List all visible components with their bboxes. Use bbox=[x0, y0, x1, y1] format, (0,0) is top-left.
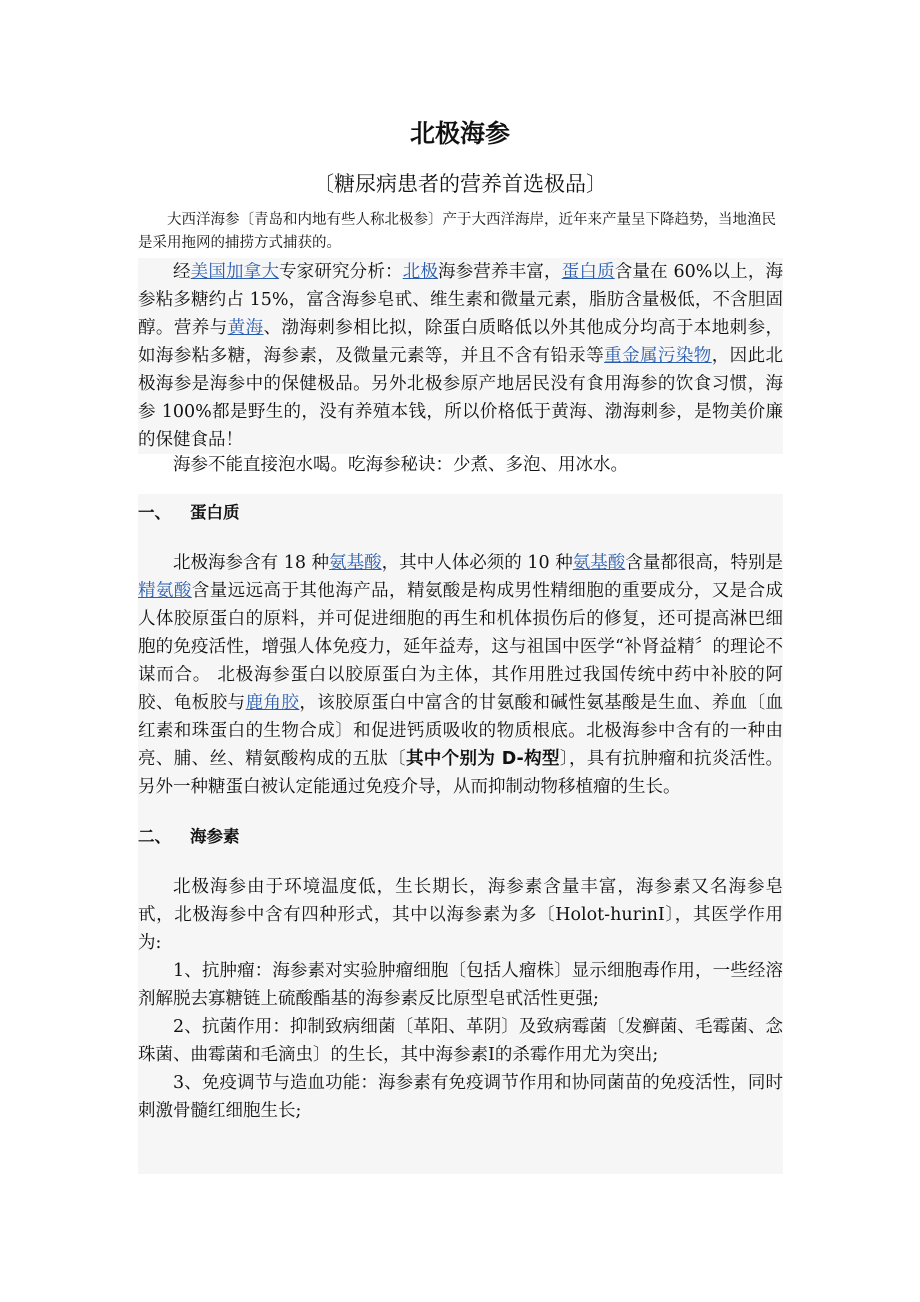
section1-text: ，该胶原蛋白中富含的甘氨酸和碱性氨基酸是生血、养血〔血红素和珠蛋白的生物合成〕和促进钙质吸收的物质根底。北极海参中含有的一种由亮、脯、丝、精氨酸构成的五肽〔 bbox=[138, 693, 784, 769]
link-deer-horn-glue[interactable]: 鹿角胶 bbox=[245, 693, 300, 713]
analysis-text: 经 bbox=[173, 262, 191, 282]
analysis-text: ，因此北极海参是海参中的保健极品。另外北极参原产地居民没有食用海参的饮食习惯，海参 100%都是野生的，没有养殖本钱，所以价格低于黄海、渤海刺参，是物美价廉的保健食品！ bbox=[138, 346, 784, 450]
link-amino-acid[interactable]: 氨基酸 bbox=[329, 553, 382, 573]
link-yellow-sea[interactable]: 黄海 bbox=[227, 318, 264, 338]
analysis-block bbox=[138, 258, 783, 454]
section1-title: 蛋白质 bbox=[190, 503, 240, 522]
section1-heading bbox=[138, 499, 783, 527]
section1-text: 含量远远高于其他海产品，精氨酸是构成男性精细胞的重要成分，又是合成人体胶原蛋白的原料，并可促进细胞的再生和机体损伤后的修复，还可提高淋巴细胞的免疫活性，增强人体免疫力，延年益寿，这与祖国中医学“补肾益精〞的理论不谋而合。 北极海参蛋白以胶原蛋白为主体，其作用胜过我国传统中药中补胶的阿胶、龟板胶与 bbox=[138, 581, 784, 713]
section1-paragraph bbox=[138, 549, 783, 801]
link-usa-canada[interactable]: 美国加拿大 bbox=[190, 262, 280, 282]
section2-item: 1、抗肿瘤：海参素对实验肿瘤细胞〔包括人瘤株〕显示细胞毒作用，一些经溶剂解脱去寡糖链上硫酸酯基的海参素反比原型皂甙活性更强; bbox=[138, 961, 783, 1009]
doc-subtitle: 〔糖尿病患者的营养首选极品〕 bbox=[313, 172, 607, 196]
section1-text: 北极海参含有 18 种 bbox=[173, 553, 330, 573]
intro-paragraph: 大西洋海参〔青岛和内地有些人称北极参〕产于大西洋海岸，近年来产量呈下降趋势，当地渔民是采用拖网的捕捞方式捕获的。 bbox=[138, 212, 776, 251]
link-arginine[interactable]: 精氨酸 bbox=[138, 581, 192, 601]
section1-text: 〕，具有抗肿瘤和抗炎活性。另外一种糖蛋白被认定能通过免疫介导，从而抑制动物移植瘤的生长。 bbox=[138, 749, 783, 797]
section1-text: ，其中人体必须的 10 种 bbox=[381, 553, 573, 573]
analysis-paragraph bbox=[138, 258, 783, 454]
link-heavy-metal-pollutants[interactable]: 重金属污染物 bbox=[604, 346, 712, 366]
section1-text: 含量都很高，特别是 bbox=[625, 553, 783, 573]
section2-number: 二、 bbox=[138, 827, 171, 846]
analysis-text: 、渤海刺参相比拟，除蛋白质略低以外其他成分均高于本地刺参，如海参粘多糖，海参素，及微量元素等，并且不含有铅汞等 bbox=[138, 318, 784, 366]
section2-intro: 北极海参由于环境温度低，生长期长，海参素含量丰富，海参素又名海参皂甙，北极海参中含有四种形式，其中以海参素为多〔Holot-hurinI〕，其医学作用为: bbox=[138, 877, 783, 953]
link-arctic[interactable]: 北极 bbox=[402, 262, 439, 282]
section2-item: 2、抗菌作用：抑制致病细菌〔革阳、革阴〕及致病霉菌〔发癣菌、毛霉菌、念珠菌、曲霉菌和毛滴虫〕的生长，其中海参素Ⅰ的杀霉作用尤为突出; bbox=[138, 1017, 783, 1065]
section1-number: 一、 bbox=[138, 503, 171, 522]
analysis-text: 含量在 60%以上，海参粘多糖约占 15%，富含海参皂甙、维生素和微量元素，脂肪含量极低，不含胆固醇。营养与 bbox=[138, 262, 784, 338]
intro-block bbox=[138, 209, 783, 255]
analysis-text: 海参营养丰富， bbox=[438, 262, 562, 282]
tip-paragraph: 海参不能直接泡水喝。吃海参秘诀：少煮、多泡、用冰水。 bbox=[173, 455, 628, 475]
tip-block bbox=[138, 451, 783, 479]
link-protein[interactable]: 蛋白质 bbox=[561, 262, 615, 282]
link-amino-acid[interactable]: 氨基酸 bbox=[572, 553, 626, 573]
section2-heading bbox=[138, 823, 783, 851]
analysis-text: 专家研究分析： bbox=[279, 262, 403, 282]
doc-title: 北极海参 bbox=[409, 119, 510, 148]
section2-item: 3、免疫调节与造血功能：海参素有免疫调节作用和协同菌苗的免疫活性，同时刺激骨髓红细胞生长; bbox=[138, 1073, 783, 1121]
main-content-block bbox=[138, 494, 783, 1174]
section2-title: 海参素 bbox=[190, 827, 240, 846]
section1-bold-note: 其中个别为 D-构型 bbox=[405, 749, 560, 769]
